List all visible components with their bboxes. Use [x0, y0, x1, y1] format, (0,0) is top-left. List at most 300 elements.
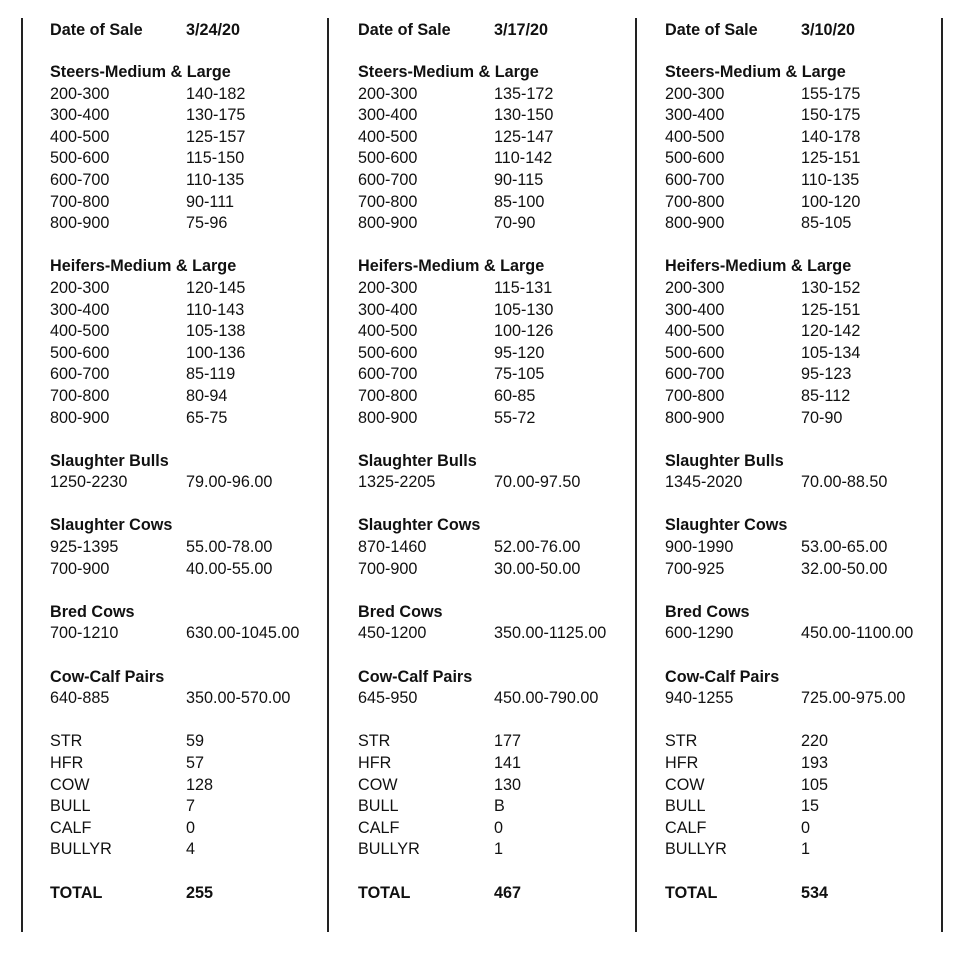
row-value: 120-142 [801, 322, 861, 341]
bred-cows-title: Bred Cows [665, 602, 750, 621]
price-row [665, 623, 940, 645]
slaughter-cows-title: Slaughter Cows [358, 516, 481, 535]
row-label: 700-925 [665, 559, 725, 578]
cow-calf-pairs-section [358, 667, 633, 710]
total-value: 534 [801, 883, 829, 902]
cow-calf-pairs-title: Cow-Calf Pairs [358, 667, 473, 686]
row-label: 400-500 [358, 322, 418, 341]
row-value: 32.00-50.00 [801, 559, 888, 578]
spacer [50, 861, 325, 883]
spacer [50, 645, 325, 667]
price-row [358, 127, 633, 149]
slaughter-cows-section [358, 515, 633, 580]
price-row [665, 472, 940, 494]
price-row [50, 472, 325, 494]
row-value: 630.00-1045.00 [186, 624, 300, 643]
spacer [665, 861, 940, 883]
spacer [358, 580, 633, 602]
total-row [50, 883, 325, 905]
price-row [50, 559, 325, 581]
price-row [665, 105, 940, 127]
price-row [358, 559, 633, 581]
row-value: 70.00-97.50 [494, 473, 581, 492]
spacer [358, 710, 633, 732]
total-label: TOTAL [358, 883, 411, 902]
total-row [665, 883, 940, 905]
count-row [358, 818, 633, 840]
sale-column-2 [358, 20, 633, 904]
row-value: 110-135 [801, 170, 860, 189]
row-value: 725.00-975.00 [801, 689, 906, 708]
slaughter-bulls-section [665, 451, 940, 494]
price-row [358, 537, 633, 559]
count-label: CALF [358, 818, 400, 837]
price-row [358, 278, 633, 300]
row-value: 53.00-65.00 [801, 538, 888, 557]
spacer [50, 710, 325, 732]
bred-cows-section [665, 602, 940, 645]
row-label: 500-600 [50, 149, 110, 168]
count-row [50, 775, 325, 797]
slaughter-cows-title: Slaughter Cows [665, 516, 788, 535]
row-value: 130-150 [494, 106, 554, 125]
slaughter-bulls-section [358, 451, 633, 494]
price-row [358, 408, 633, 430]
spacer [665, 710, 940, 732]
slaughter-bulls-title: Slaughter Bulls [50, 451, 169, 470]
count-row [50, 731, 325, 753]
count-value: 59 [186, 732, 205, 751]
spacer [665, 645, 940, 667]
row-value: 135-172 [494, 84, 554, 103]
row-value: 52.00-76.00 [494, 538, 581, 557]
spacer [665, 429, 940, 451]
row-label: 300-400 [50, 106, 110, 125]
date-of-sale-row [665, 20, 940, 42]
steers-section [358, 62, 633, 235]
row-label: 800-900 [358, 214, 418, 233]
count-label: BULLYR [665, 840, 727, 859]
price-row [665, 537, 940, 559]
row-label: 700-800 [358, 192, 418, 211]
row-label: 400-500 [358, 127, 418, 146]
row-value: 115-131 [494, 278, 553, 297]
total-value: 467 [494, 883, 522, 902]
row-value: 95-120 [494, 343, 545, 362]
price-row [50, 408, 325, 430]
count-row [665, 796, 940, 818]
head-counts-section [358, 731, 633, 861]
price-row [665, 688, 940, 710]
row-value: 125-147 [494, 127, 554, 146]
spacer [358, 42, 633, 62]
count-value: 57 [186, 754, 205, 772]
date-of-sale-row [358, 20, 633, 42]
row-value: 70-90 [494, 214, 536, 233]
price-row [665, 300, 940, 322]
count-row [358, 731, 633, 753]
bred-cows-title: Bred Cows [358, 602, 443, 621]
date-of-sale-label: Date of Sale [358, 21, 451, 39]
row-label: 1250-2230 [50, 473, 128, 492]
date-of-sale-label: Date of Sale [665, 21, 758, 39]
cow-calf-pairs-section [50, 667, 325, 710]
price-row [358, 688, 633, 710]
row-value: 140-182 [186, 84, 246, 103]
row-value: 55.00-78.00 [186, 538, 273, 557]
price-row [358, 364, 633, 386]
sale-column-3 [665, 20, 940, 904]
price-row [50, 148, 325, 170]
count-value: 105 [801, 775, 829, 794]
spacer [358, 861, 633, 883]
count-label: HFR [665, 754, 699, 772]
count-row [50, 818, 325, 840]
heifers-title: Heifers-Medium & Large [358, 257, 545, 276]
price-row [358, 170, 633, 192]
price-row [50, 343, 325, 365]
row-label: 800-900 [50, 214, 110, 233]
row-value: 100-120 [801, 192, 861, 211]
row-value: 55-72 [494, 408, 536, 427]
count-label: COW [665, 775, 705, 794]
row-value: 60-85 [494, 386, 536, 405]
steers-section [50, 62, 325, 235]
slaughter-cows-title: Slaughter Cows [50, 516, 173, 535]
steers-title: Steers-Medium & Large [50, 63, 231, 81]
row-label: 925-1395 [50, 538, 119, 557]
row-label: 450-1200 [358, 624, 427, 643]
row-value: 79.00-96.00 [186, 473, 273, 492]
row-value: 85-100 [494, 192, 545, 211]
count-row [665, 731, 940, 753]
row-value: 450.00-1100.00 [801, 624, 914, 643]
count-value: 4 [186, 840, 196, 859]
price-row [50, 278, 325, 300]
row-label: 600-700 [358, 365, 418, 384]
count-row [50, 839, 325, 861]
row-label: 700-1210 [50, 624, 119, 643]
row-label: 600-700 [50, 365, 110, 384]
row-label: 500-600 [665, 343, 725, 362]
count-row [665, 775, 940, 797]
row-value: 350.00-1125.00 [494, 624, 607, 643]
row-value: 130-152 [801, 278, 861, 297]
row-label: 800-900 [665, 214, 725, 233]
row-label: 500-600 [358, 343, 418, 362]
count-label: BULLYR [358, 840, 420, 859]
row-label: 400-500 [50, 127, 110, 146]
row-value: 90-115 [494, 170, 544, 189]
count-row [665, 818, 940, 840]
row-value: 155-175 [801, 84, 861, 103]
spacer [358, 429, 633, 451]
row-value: 70.00-88.50 [801, 473, 888, 492]
count-value: 0 [186, 818, 196, 837]
count-label: STR [50, 732, 83, 751]
row-label: 645-950 [358, 689, 418, 708]
price-row [665, 170, 940, 192]
price-row [358, 300, 633, 322]
row-label: 300-400 [358, 300, 418, 319]
row-label: 300-400 [358, 106, 418, 125]
count-label: HFR [50, 754, 84, 772]
row-label: 500-600 [358, 149, 418, 168]
spacer [358, 494, 633, 516]
row-label: 300-400 [665, 106, 725, 125]
total-label: TOTAL [50, 883, 103, 902]
row-value: 105-130 [494, 300, 554, 319]
price-row [358, 623, 633, 645]
price-row [665, 127, 940, 149]
price-row [665, 213, 940, 235]
count-label: COW [50, 775, 90, 794]
row-label: 800-900 [50, 408, 110, 427]
column-divider-2 [635, 18, 637, 932]
count-label: STR [665, 732, 698, 751]
price-row [665, 278, 940, 300]
count-value: 1 [801, 840, 811, 859]
total-label: TOTAL [665, 883, 718, 902]
row-value: 100-126 [494, 322, 554, 341]
price-row [358, 343, 633, 365]
total-row [358, 883, 633, 905]
count-row [50, 796, 325, 818]
price-row [665, 559, 940, 581]
count-row [358, 775, 633, 797]
row-label: 700-800 [50, 386, 110, 405]
spacer [50, 235, 325, 257]
slaughter-bulls-section [50, 451, 325, 494]
row-label: 200-300 [50, 278, 110, 297]
row-value: 85-105 [801, 214, 852, 233]
price-row [50, 192, 325, 214]
row-value: 85-119 [186, 365, 236, 384]
spacer [665, 494, 940, 516]
row-label: 200-300 [50, 84, 110, 103]
price-row [358, 213, 633, 235]
count-row [358, 796, 633, 818]
price-row [358, 84, 633, 106]
row-value: 130-175 [186, 106, 246, 125]
row-label: 200-300 [665, 84, 725, 103]
date-of-sale-value: 3/10/20 [801, 21, 856, 39]
price-row [50, 364, 325, 386]
heifers-section [665, 256, 940, 429]
row-label: 200-300 [665, 278, 725, 297]
price-row [50, 386, 325, 408]
price-row [665, 408, 940, 430]
price-row [50, 213, 325, 235]
row-value: 125-151 [801, 149, 861, 168]
row-value: 105-134 [801, 343, 861, 362]
bred-cows-title: Bred Cows [50, 602, 135, 621]
steers-title: Steers-Medium & Large [665, 63, 846, 81]
price-row [665, 364, 940, 386]
row-value: 125-157 [186, 127, 246, 146]
row-label: 1345-2020 [665, 473, 743, 492]
count-value: 15 [801, 797, 820, 816]
row-label: 800-900 [665, 408, 725, 427]
row-label: 700-800 [665, 192, 725, 211]
price-row [50, 127, 325, 149]
count-row [665, 839, 940, 861]
price-row [50, 105, 325, 127]
row-value: 75-96 [186, 214, 228, 233]
count-label: CALF [665, 818, 707, 837]
count-label: COW [358, 775, 398, 794]
row-value: 125-151 [801, 300, 861, 319]
date-of-sale-row [50, 20, 325, 42]
column-divider-left [21, 18, 23, 932]
heifers-title: Heifers-Medium & Large [50, 257, 237, 276]
count-value: 7 [186, 797, 196, 816]
row-value: 40.00-55.00 [186, 559, 273, 578]
row-label: 700-900 [50, 559, 110, 578]
cow-calf-pairs-title: Cow-Calf Pairs [50, 667, 165, 686]
date-of-sale-label: Date of Sale [50, 21, 143, 39]
count-label: BULL [50, 797, 91, 816]
column-divider-1 [327, 18, 329, 932]
row-label: 300-400 [50, 300, 110, 319]
slaughter-cows-section [50, 515, 325, 580]
count-row [358, 753, 633, 775]
count-label: BULL [358, 797, 399, 816]
count-label: BULL [665, 797, 706, 816]
row-label: 600-700 [665, 170, 725, 189]
row-label: 700-800 [358, 386, 418, 405]
spacer [665, 580, 940, 602]
row-value: 85-112 [801, 386, 851, 405]
row-label: 500-600 [50, 343, 110, 362]
row-value: 110-142 [494, 149, 553, 168]
row-value: 105-138 [186, 322, 246, 341]
price-row [665, 321, 940, 343]
count-label: CALF [50, 818, 92, 837]
price-row [50, 623, 325, 645]
steers-section [665, 62, 940, 235]
count-value: 1 [494, 840, 504, 859]
price-row [358, 472, 633, 494]
row-label: 200-300 [358, 278, 418, 297]
slaughter-bulls-title: Slaughter Bulls [358, 451, 477, 470]
row-value: 90-111 [186, 192, 234, 211]
row-value: 30.00-50.00 [494, 559, 581, 578]
price-row [358, 192, 633, 214]
count-row [50, 753, 325, 775]
row-label: 900-1990 [665, 538, 734, 557]
count-value: 128 [186, 775, 214, 794]
price-row [50, 688, 325, 710]
row-label: 600-1290 [665, 624, 734, 643]
total-value: 255 [186, 883, 214, 902]
spacer [50, 42, 325, 62]
row-value: 150-175 [801, 106, 861, 125]
column-divider-right [941, 18, 943, 932]
row-label: 300-400 [665, 300, 725, 319]
row-value: 115-150 [186, 149, 245, 168]
count-label: BULLYR [50, 840, 112, 859]
row-label: 800-900 [358, 408, 418, 427]
count-label: HFR [358, 754, 392, 772]
price-row [50, 84, 325, 106]
price-row [358, 148, 633, 170]
row-value: 95-123 [801, 365, 852, 384]
count-value: 0 [494, 818, 504, 837]
row-label: 600-700 [665, 365, 725, 384]
date-of-sale-value: 3/17/20 [494, 21, 549, 39]
spacer [665, 235, 940, 257]
date-of-sale-value: 3/24/20 [186, 21, 241, 39]
price-row [50, 300, 325, 322]
count-value: 0 [801, 818, 811, 837]
row-label: 870-1460 [358, 538, 427, 557]
cow-calf-pairs-title: Cow-Calf Pairs [665, 667, 780, 686]
row-label: 400-500 [665, 322, 725, 341]
count-value: 130 [494, 775, 522, 794]
count-value: B [494, 797, 505, 816]
spacer [50, 429, 325, 451]
row-label: 940-1255 [665, 689, 734, 708]
row-value: 450.00-790.00 [494, 689, 599, 708]
count-value: 141 [494, 754, 522, 772]
sale-column-1 [50, 20, 325, 904]
row-value: 110-135 [186, 170, 245, 189]
count-label: STR [358, 732, 391, 751]
cow-calf-pairs-section [665, 667, 940, 710]
price-row [665, 343, 940, 365]
heifers-section [358, 256, 633, 429]
bred-cows-section [358, 602, 633, 645]
row-value: 110-143 [186, 300, 245, 319]
price-row [50, 170, 325, 192]
row-value: 75-105 [494, 365, 545, 384]
spacer [358, 645, 633, 667]
price-row [358, 105, 633, 127]
price-row [358, 386, 633, 408]
spacer [358, 235, 633, 257]
count-value: 193 [801, 754, 829, 772]
row-label: 400-500 [50, 322, 110, 341]
price-row [665, 386, 940, 408]
row-value: 140-178 [801, 127, 861, 146]
row-label: 200-300 [358, 84, 418, 103]
count-value: 220 [801, 732, 829, 751]
row-label: 1325-2205 [358, 473, 436, 492]
spacer [50, 494, 325, 516]
count-value: 177 [494, 732, 522, 751]
price-row [50, 537, 325, 559]
steers-title: Steers-Medium & Large [358, 63, 539, 81]
heifers-section [50, 256, 325, 429]
head-counts-section [50, 731, 325, 861]
count-row [665, 753, 940, 775]
slaughter-cows-section [665, 515, 940, 580]
spacer [665, 42, 940, 62]
row-label: 700-800 [50, 192, 110, 211]
row-value: 350.00-570.00 [186, 689, 291, 708]
row-label: 640-885 [50, 689, 110, 708]
row-label: 700-800 [665, 386, 725, 405]
row-value: 120-145 [186, 278, 246, 297]
spacer [50, 580, 325, 602]
head-counts-section [665, 731, 940, 861]
price-row [50, 321, 325, 343]
row-label: 700-900 [358, 559, 418, 578]
price-row [665, 84, 940, 106]
price-row [665, 192, 940, 214]
heifers-title: Heifers-Medium & Large [665, 257, 852, 276]
